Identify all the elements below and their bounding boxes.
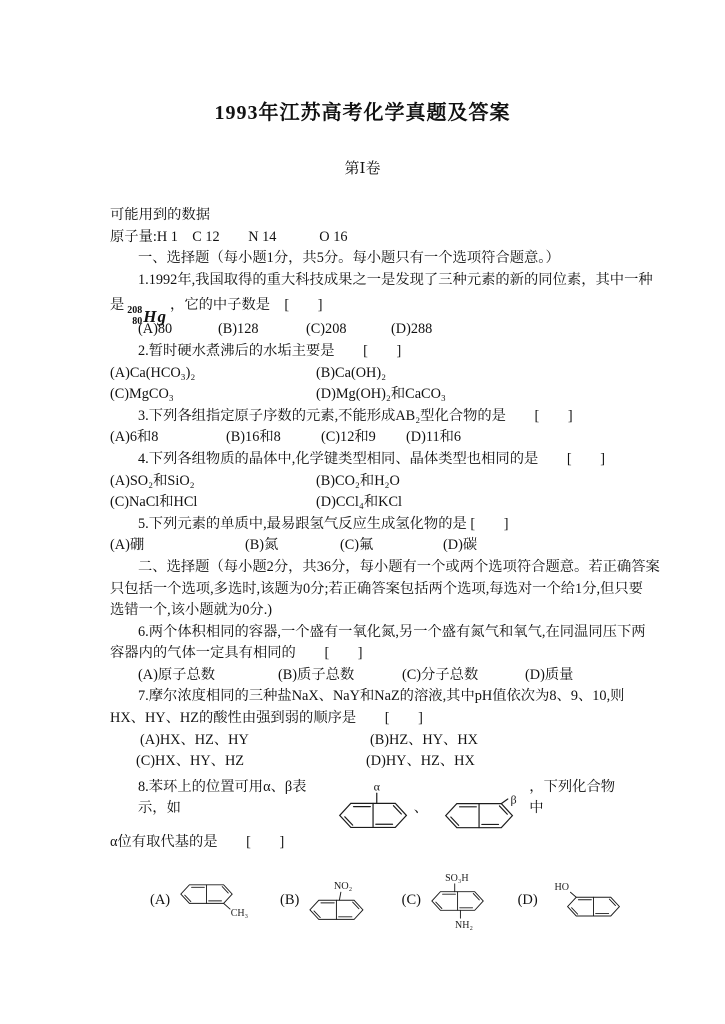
q4-stem: 4.下列各组物质的晶体中,化学键类型相同、晶体类型也相同的是 [ ]	[138, 450, 606, 467]
q8-stem-line2: α位有取代基的是 [ ]	[110, 834, 285, 851]
substituent-label: NH₂	[455, 919, 473, 931]
substituent-label: NO₂	[334, 880, 353, 892]
option-cell: (C)NaCl和HCl	[110, 494, 198, 511]
option-label: (D)	[517, 891, 538, 908]
q1-stem-line1: 1.1992年,我国取得的重大科技成果之一是发现了三种元素的新的同位素，其中一种	[138, 271, 653, 288]
methyl-naphthalene-structure	[178, 879, 258, 922]
q8-stem-prefix: 8.苯环上的位置可用α、β表示，如	[138, 778, 307, 817]
option-cell: (C)MgCO₃	[110, 386, 174, 403]
isotope-atomic-number: 80	[132, 315, 143, 327]
data-hint-line: 可能用到的数据	[110, 207, 211, 223]
naphthol-structure	[546, 879, 622, 922]
q1-line2-prefix: 是	[110, 297, 125, 314]
option-cell: (D)质量	[525, 666, 574, 683]
q5-stem: 5.下列元素的单质中,最易跟氢气反应生成氢化物的是 [ ]	[138, 515, 509, 532]
option-cell: (B)Ca(OH)₂	[316, 364, 387, 381]
q2-options-row1	[110, 363, 622, 385]
amino-naphthalenesulfonic-acid-structure	[429, 868, 488, 934]
q5-options	[110, 535, 622, 557]
option-cell: (D)CCl₄和KCl	[316, 494, 403, 511]
q7-stem-line1: 7.摩尔浓度相同的三种盐NaX、NaY和NaZ的溶液,其中pH值依次为8、9、10,则	[138, 688, 625, 705]
option-cell: (C)HX、HY、HZ	[136, 753, 245, 770]
option-cell: (C)208	[306, 321, 347, 338]
beta-position-label: β	[510, 792, 517, 807]
option-cell: (B)氮	[245, 537, 279, 554]
option-cell: (A)SO₂和SiO₂	[110, 472, 195, 489]
q8-options	[150, 868, 622, 934]
option-cell: (B)16和8	[226, 429, 281, 446]
option-cell: (D)HY、HZ、HX	[366, 753, 475, 770]
option-label: (A)	[150, 891, 171, 908]
option-cell: (A)6和8	[110, 429, 159, 446]
option-cell: (D)Mg(OH)₂和CaCO₃	[316, 386, 446, 403]
option-cell: (B)CO₂和H₂O	[316, 472, 400, 489]
q3-stem: 3.下列各组指定原子序数的元素,不能形成AB₂型化合物的是 [ ]	[138, 407, 573, 424]
option-cell: (D)碳	[443, 537, 478, 554]
option-cell: (B)HZ、HY、HX	[370, 731, 479, 748]
q2-stem: 2.暂时硬水煮沸后的水垢主要是 [ ]	[138, 342, 402, 359]
option-cell: (A)硼	[110, 537, 145, 554]
q4-options-row1	[110, 471, 622, 493]
isotope-symbol: Hg	[143, 306, 168, 326]
q6-stem-line1: 6.两个体积相同的容器,一个盛有一氧化氮,另一个盛有氮气和氧气,在同温同压下两	[138, 623, 646, 640]
q7-stem-line2: HX、HY、HZ的酸性由强到弱的顺序是 [ ]	[110, 710, 423, 727]
q8-stem-suffix: ，下列化合物中	[529, 778, 616, 817]
option-cell: (C)分子总数	[402, 666, 479, 683]
option-label: (B)	[279, 891, 300, 908]
atomic-mass-line: 原子量:H 1 C 12 N 14 O 16	[110, 228, 348, 245]
section2-heading-line2: 只包括一个选项,多选时,该题为0分;若正确答案包括两个选项,每选对一个给1分,但只要	[110, 580, 643, 597]
alpha-position-label: α	[373, 782, 380, 794]
section1-heading: 一、选择题（每小题1分，共5分。每小题只有一个选项符合题意。）	[138, 250, 560, 267]
volume-heading: 第Ⅰ卷	[344, 161, 381, 177]
option-cell: (B)128	[218, 321, 259, 338]
option-label: (C)	[401, 891, 421, 908]
q8-structure-separator: 、	[413, 800, 429, 817]
option-cell: (A)HX、HZ、HY	[140, 731, 249, 748]
nitro-naphthalene-structure	[307, 877, 367, 925]
substituent-label: HO	[554, 882, 569, 894]
q7-options-row2	[110, 751, 622, 773]
option-cell: (A)80	[138, 321, 173, 338]
q4-options-row2	[110, 492, 622, 514]
naphthalene-alpha-example-diagram	[336, 782, 412, 834]
option-cell: (C)氟	[340, 537, 374, 554]
q7-options-row1	[110, 730, 622, 752]
q6-options	[110, 665, 622, 687]
q1-stem-line2	[110, 291, 622, 327]
section2-heading-line3: 选错一个,该小题就为0分.)	[110, 602, 273, 619]
q6-stem-line2: 容器内的气体一定具有相同的 [ ]	[110, 645, 363, 662]
isotope-mass-number: 208	[127, 305, 143, 317]
q1-line2-suffix: ，它的中子数是 [ ]	[170, 297, 323, 314]
q8-stem-line1	[110, 777, 622, 832]
option-cell: (A)Ca(HCO₃)₂	[110, 364, 196, 381]
section2-heading-line1: 二、选择题（每小题2分，共36分，每小题有一个或两个选项符合题意。若正确答案	[138, 558, 660, 575]
option-cell: (D)11和6	[406, 429, 462, 446]
option-cell: (B)质子总数	[278, 666, 355, 683]
substituent-label: SO₃H	[445, 872, 469, 884]
option-cell: (D)288	[391, 321, 433, 338]
naphthalene-beta-example-diagram	[442, 788, 527, 834]
option-cell: (C)12和9	[321, 429, 376, 446]
option-cell: (A)原子总数	[138, 666, 216, 683]
exam-content	[110, 205, 660, 934]
page-title: 1993年江苏高考化学真题及答案	[214, 102, 511, 124]
substituent-label: CH₃	[230, 908, 249, 920]
q2-options-row2	[110, 384, 622, 406]
q3-options	[110, 427, 622, 449]
